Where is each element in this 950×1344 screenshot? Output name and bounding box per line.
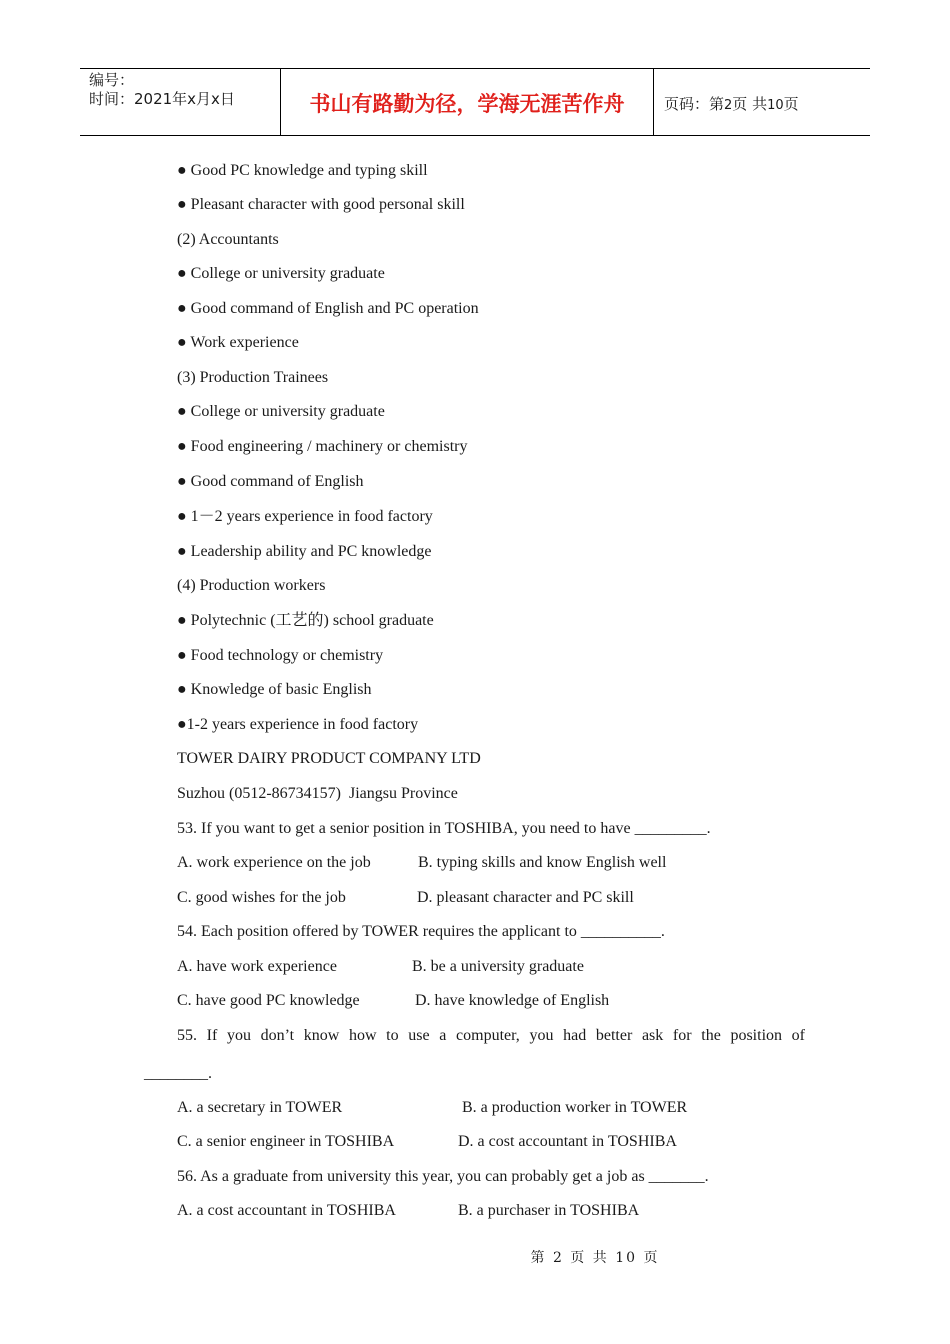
text-line: ● Good command of English and PC operation xyxy=(177,300,479,317)
document-time-label: 时间：2021年x月x日 xyxy=(89,90,235,108)
text-line: ● Pleasant character with good personal skill xyxy=(177,196,465,213)
section-heading: (2) Accountants xyxy=(177,231,279,248)
text-line: ● Work experience xyxy=(177,334,299,351)
question-55-option-b: B. a production worker in TOWER xyxy=(462,1099,688,1116)
question-55-option-a: A. a secretary in TOWER xyxy=(177,1099,343,1116)
text-line: ● Polytechnic (工艺的) school graduate xyxy=(177,612,434,629)
text-line: ● 1－2 years experience in food factory xyxy=(177,508,433,525)
page-prefix: 页码：第 xyxy=(664,95,725,113)
question-54-stem: 54. Each position offered by TOWER requires the applicant to __________. xyxy=(177,923,665,940)
question-53-stem: 53. If you want to get a senior position in TOSHIBA, you need to have _________. xyxy=(177,820,711,837)
text-line: ● College or university graduate xyxy=(177,265,385,282)
text-line: ● College or university graduate xyxy=(177,403,385,420)
text-line: ● Good command of English xyxy=(177,473,364,490)
page-suffix: 页 xyxy=(783,95,799,113)
question-56-stem: 56. As a graduate from university this year, you can probably get a job as _______. xyxy=(177,1168,709,1185)
question-55-option-c: C. a senior engineer in TOSHIBA xyxy=(177,1133,395,1150)
header-meta xyxy=(80,69,281,135)
header-page-info xyxy=(654,69,870,135)
page-total: 10 xyxy=(767,98,784,113)
section-heading: (4) Production workers xyxy=(177,577,326,594)
text-line: ●1-2 years experience in food factory xyxy=(177,716,419,733)
question-56-option-b: B. a purchaser in TOSHIBA xyxy=(458,1202,640,1219)
text-line: ● Leadership ability and PC knowledge xyxy=(177,543,432,560)
header-motto: 书山有路勤为径，学海无涯苦作舟 xyxy=(281,69,654,135)
section-heading: (3) Production Trainees xyxy=(177,369,329,386)
text-line: ● Knowledge of basic English xyxy=(177,681,372,698)
question-54-option-a: A. have work experience xyxy=(177,958,337,975)
question-53-option-c: C. good wishes for the job xyxy=(177,889,346,906)
question-55-stem: 55. If you don’t know how to use a computer, you had better ask for the position of xyxy=(177,1027,805,1044)
text-line: ● Food technology or chemistry xyxy=(177,647,384,664)
question-56-option-a: A. a cost accountant in TOSHIBA xyxy=(177,1202,396,1219)
company-name: TOWER DAIRY PRODUCT COMPANY LTD xyxy=(177,750,481,767)
question-54-option-d: D. have knowledge of English xyxy=(415,992,610,1009)
page-footer: 第 2 页 共 10 页 xyxy=(530,1250,660,1266)
question-54-option-b: B. be a university graduate xyxy=(412,958,584,975)
question-55-blank: ________. xyxy=(144,1065,212,1082)
question-53-option-d: D. pleasant character and PC skill xyxy=(417,889,634,906)
page-mid: 页 共 xyxy=(732,95,768,113)
company-address: Suzhou (0512-86734157) Jiangsu Province xyxy=(177,785,458,802)
question-53-option-a: A. work experience on the job xyxy=(177,854,371,871)
text-line: ● Food engineering / machinery or chemistry xyxy=(177,438,468,455)
question-53-option-b: B. typing skills and know English well xyxy=(418,854,667,871)
document-number-label: 编号： xyxy=(89,71,135,89)
text-line: ● Good PC knowledge and typing skill xyxy=(177,162,428,179)
page-header xyxy=(80,68,870,136)
page-current: 2 xyxy=(724,98,733,113)
question-54-option-c: C. have good PC knowledge xyxy=(177,992,360,1009)
question-55-option-d: D. a cost accountant in TOSHIBA xyxy=(458,1133,677,1150)
